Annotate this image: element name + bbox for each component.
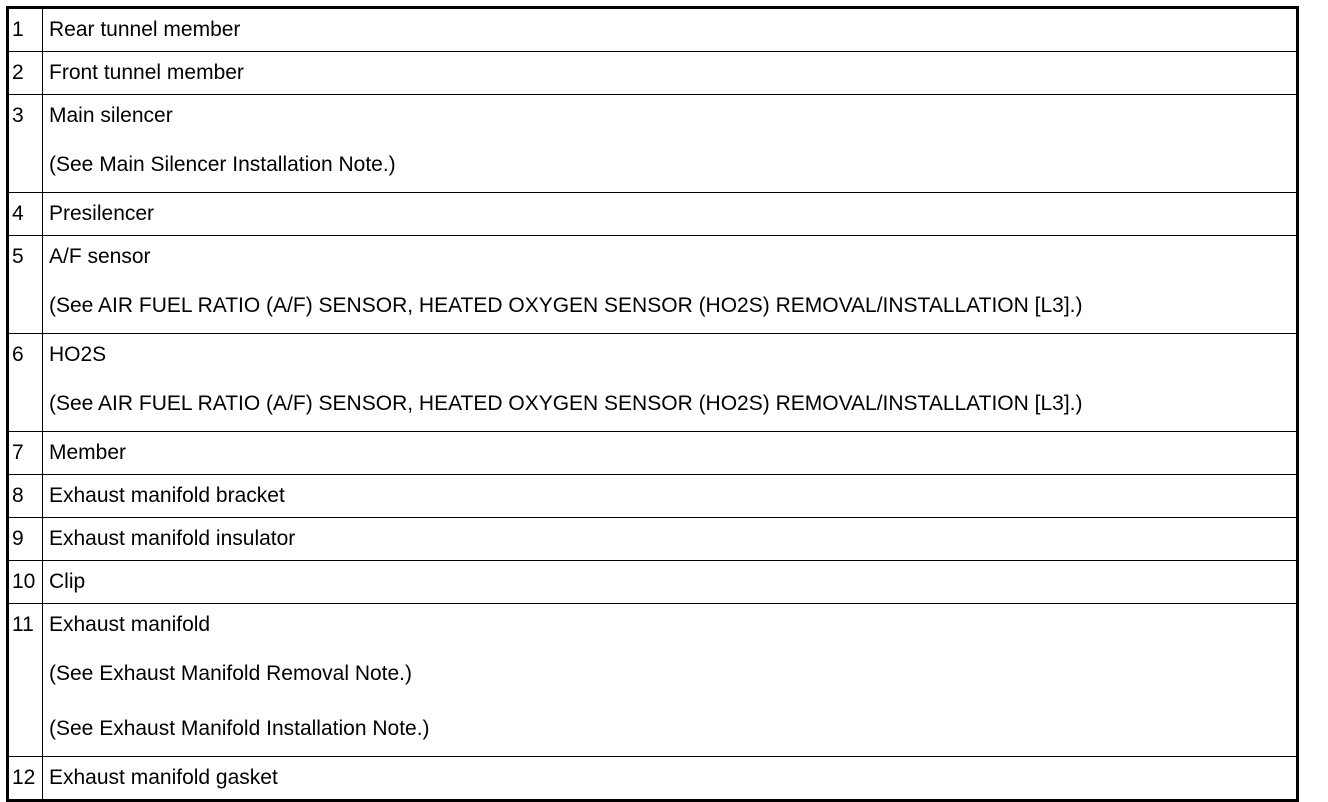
item-number (8, 757, 43, 801)
item-number-text: 3 (12, 104, 24, 127)
item-reference-note: (See Exhaust Manifold Removal Note.) (49, 662, 412, 685)
item-description (43, 8, 1298, 52)
item-name: Front tunnel member (49, 61, 244, 84)
table-row (8, 604, 1298, 757)
item-number-text: 6 (12, 343, 24, 366)
item-name: Rear tunnel member (49, 18, 241, 41)
item-number-text: 11 (12, 613, 34, 636)
item-name: Exhaust manifold bracket (49, 484, 285, 507)
parts-table-body (8, 8, 1298, 801)
item-reference-note: (See AIR FUEL RATIO (A/F) SENSOR, HEATED OXYGEN SENSOR (HO2S) REMOVAL/INSTALLATION [L3].) (49, 294, 1083, 317)
item-name: Exhaust manifold gasket (49, 766, 278, 789)
item-name: Main silencer (49, 104, 173, 127)
item-description (43, 518, 1298, 561)
item-description (43, 193, 1298, 236)
item-reference-note: (See Exhaust Manifold Installation Note.) (49, 717, 430, 740)
item-description (43, 475, 1298, 518)
item-number-text: 4 (12, 202, 24, 225)
item-number (8, 604, 43, 757)
item-description (43, 52, 1298, 95)
item-number-text: 12 (12, 766, 36, 789)
item-name: Exhaust manifold insulator (49, 527, 296, 550)
item-description (43, 95, 1298, 193)
table-row (8, 561, 1298, 604)
item-name: Presilencer (49, 202, 155, 225)
table-row (8, 95, 1298, 193)
item-number-text: 7 (12, 441, 24, 464)
item-number (8, 518, 43, 561)
item-name: A/F sensor (49, 245, 151, 268)
item-number (8, 52, 43, 95)
item-description (43, 334, 1298, 432)
item-description (43, 604, 1298, 757)
item-number (8, 561, 43, 604)
item-name: Exhaust manifold (49, 613, 211, 636)
parts-table (6, 6, 1299, 802)
item-name: Clip (49, 570, 86, 593)
item-number-text: 8 (12, 484, 24, 507)
item-number-text: 5 (12, 245, 24, 268)
item-number (8, 236, 43, 334)
item-reference-note: (See AIR FUEL RATIO (A/F) SENSOR, HEATED OXYGEN SENSOR (HO2S) REMOVAL/INSTALLATION [L3].) (49, 392, 1083, 415)
item-reference-note: (See Main Silencer Installation Note.) (49, 153, 396, 176)
item-number-text: 9 (12, 527, 24, 550)
table-row (8, 334, 1298, 432)
table-row (8, 432, 1298, 475)
item-number (8, 8, 43, 52)
table-row (8, 52, 1298, 95)
table-row (8, 193, 1298, 236)
item-description (43, 236, 1298, 334)
item-description (43, 757, 1298, 801)
table-row (8, 757, 1298, 801)
item-number-text: 1 (12, 18, 24, 41)
item-number (8, 193, 43, 236)
item-description (43, 561, 1298, 604)
table-row (8, 518, 1298, 561)
item-name: HO2S (49, 343, 107, 366)
table-row (8, 8, 1298, 52)
item-number (8, 95, 43, 193)
item-number (8, 475, 43, 518)
item-number (8, 334, 43, 432)
item-number (8, 432, 43, 475)
item-description (43, 432, 1298, 475)
item-number-text: 10 (12, 570, 36, 593)
table-row (8, 236, 1298, 334)
item-number-text: 2 (12, 61, 24, 84)
table-row (8, 475, 1298, 518)
item-name: Member (49, 441, 127, 464)
